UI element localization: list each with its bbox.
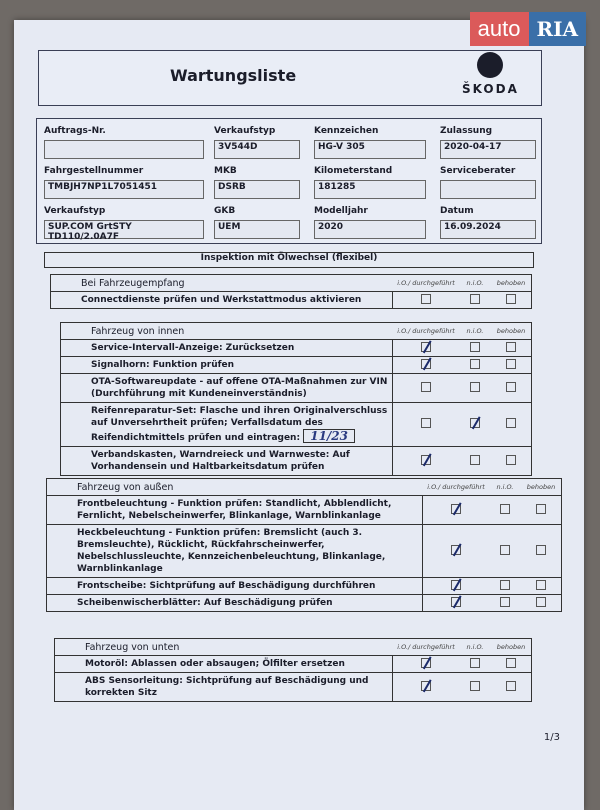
checkbox-icon[interactable] [470, 455, 480, 465]
checkbox-icon[interactable] [506, 658, 516, 668]
field-value [440, 180, 536, 199]
checkbox-icon[interactable] [421, 359, 431, 369]
field-label: Zulassung [440, 126, 493, 136]
field-label: Modelljahr [314, 206, 368, 216]
column-header: i.O./ durchgeführt [427, 483, 485, 491]
checkbox-icon[interactable] [500, 580, 510, 590]
checkbox-icon[interactable] [470, 658, 480, 668]
column-header: i.O./ durchgeführt [397, 279, 455, 287]
checkbox-icon[interactable] [470, 342, 480, 352]
column-header: behoben [496, 327, 526, 335]
field-label: Kennzeichen [314, 126, 379, 136]
checkbox-nio[interactable] [489, 580, 521, 593]
checkbox-icon[interactable] [500, 597, 510, 607]
checkbox-nio[interactable] [459, 681, 491, 694]
section-header: Bei Fahrzeugempfang i.O./ durchgeführt n.i.O. behoben [51, 275, 531, 292]
field-5 [214, 166, 300, 199]
field-label: Kilometerstand [314, 166, 393, 176]
checkbox-io[interactable] [393, 455, 459, 468]
section-1 [60, 322, 532, 476]
checkbox-io[interactable] [423, 504, 489, 517]
field-value: 3V544D [214, 140, 300, 159]
column-header: n.i.O. [466, 643, 484, 651]
field-value: 16.09.2024 [440, 220, 536, 239]
checkbox-behoben[interactable] [521, 504, 561, 517]
checkbox-io[interactable] [393, 681, 459, 694]
field-value: 2020 [314, 220, 426, 239]
field-value: UEM [214, 220, 300, 239]
checkbox-icon[interactable] [470, 382, 480, 392]
checkbox-icon[interactable] [421, 294, 431, 304]
checkbox-icon[interactable] [421, 455, 431, 465]
checkbox-icon[interactable] [451, 545, 461, 555]
checkbox-behoben[interactable] [491, 382, 531, 395]
column-header: i.O./ durchgeführt [397, 643, 455, 651]
column-header: behoben [526, 483, 556, 491]
checkbox-behoben[interactable] [491, 359, 531, 372]
checklist-row: Heckbeleuchtung - Funktion prüfen: Bremslicht (auch 3. Bremsleuchte), Rücklicht, Rückfahrscheinwerfer, Nebelschlussleuchte, Kennzeichenbeleuchtung, Blinkanlage, Warnblinkanlage [47, 525, 561, 578]
field-value: 181285 [314, 180, 426, 199]
field-11 [440, 206, 536, 239]
field-label: Datum [440, 206, 474, 216]
field-10 [314, 206, 426, 239]
field-label: Serviceberater [440, 166, 516, 176]
field-0 [44, 126, 204, 159]
checkbox-io[interactable] [393, 294, 459, 307]
field-2 [314, 126, 426, 159]
checkbox-nio[interactable] [489, 545, 521, 558]
section-2 [46, 478, 562, 612]
checklist-row: Frontbeleuchtung - Funktion prüfen: Standlicht, Abblendlicht, Fernlicht, Nebelscheinwerfer, Blinkanlage, Warnblinkanlage [47, 496, 561, 525]
field-label: MKB [214, 166, 237, 176]
field-label: Verkaufstyp [44, 206, 106, 216]
section-0 [50, 274, 532, 309]
checkbox-io[interactable] [393, 359, 459, 372]
checkbox-io[interactable] [423, 597, 489, 610]
checklist-row: ABS Sensorleitung: Sichtprüfung auf Beschädigung und korrekten Sitz [55, 673, 531, 701]
field-value: TMBJH7NP1L7051451 [44, 180, 204, 199]
checkbox-icon[interactable] [500, 504, 510, 514]
checkbox-icon[interactable] [451, 597, 461, 607]
checkbox-icon[interactable] [506, 455, 516, 465]
checkbox-icon[interactable] [506, 342, 516, 352]
field-value: 2020-04-17 [440, 140, 536, 159]
skoda-logo: ŠKODA [462, 52, 519, 96]
checkbox-behoben[interactable] [491, 294, 531, 307]
checklist-row: Frontscheibe: Sichtprüfung auf Beschädigung durchführen [47, 578, 561, 595]
checkbox-icon[interactable] [421, 681, 431, 691]
field-value: HG-V 305 [314, 140, 426, 159]
checkbox-io[interactable] [393, 382, 459, 395]
checkbox-nio[interactable] [459, 359, 491, 372]
checkbox-behoben[interactable] [491, 455, 531, 468]
checkbox-behoben[interactable] [491, 418, 531, 431]
checkbox-nio[interactable] [489, 597, 521, 610]
checkbox-icon[interactable] [536, 504, 546, 514]
field-3 [440, 126, 536, 159]
checklist-row: Signalhorn: Funktion prüfen [61, 357, 531, 374]
checkbox-icon[interactable] [421, 418, 431, 428]
checkbox-nio[interactable] [459, 418, 491, 431]
checkbox-icon[interactable] [451, 580, 461, 590]
checklist-row: OTA-Softwareupdate - auf offene OTA-Maßnahmen zur VIN (Durchführung mit Kundeneinverständnis) [61, 374, 531, 403]
column-header: behoben [496, 279, 526, 287]
column-header: i.O./ durchgeführt [397, 327, 455, 335]
checklist-row: Motoröl: Ablassen oder absaugen; Ölfilter ersetzen [55, 656, 531, 673]
autoria-watermark: auto RIA [470, 12, 586, 46]
field-1 [214, 126, 300, 159]
checkbox-icon[interactable] [421, 658, 431, 668]
checkbox-icon[interactable] [470, 294, 480, 304]
checkbox-icon[interactable] [421, 382, 431, 392]
field-6 [314, 166, 426, 199]
checklist-row: Service-Intervall-Anzeige: Zurücksetzen [61, 340, 531, 357]
checkbox-icon[interactable] [451, 504, 461, 514]
column-header: n.i.O. [466, 327, 484, 335]
checkbox-behoben[interactable] [491, 658, 531, 671]
column-header: n.i.O. [466, 279, 484, 287]
field-9 [214, 206, 300, 239]
checkbox-io[interactable] [393, 342, 459, 355]
checkbox-icon[interactable] [506, 418, 516, 428]
checkbox-icon[interactable] [470, 681, 480, 691]
checkbox-icon[interactable] [506, 681, 516, 691]
checkbox-behoben[interactable] [491, 342, 531, 355]
field-value: DSRB [214, 180, 300, 199]
field-value: SUP.COM GrtSTY TD110/2.0A7F [44, 220, 204, 239]
field-7 [440, 166, 536, 199]
checkbox-icon[interactable] [470, 359, 480, 369]
field-label: Fahrgestellnummer [44, 166, 144, 176]
field-label: Auftrags-Nr. [44, 126, 106, 136]
field-8 [44, 206, 204, 242]
checklist-row: Scheibenwischerblätter: Auf Beschädigung prüfen [47, 595, 561, 611]
checkbox-icon[interactable] [536, 580, 546, 590]
section-3 [54, 638, 532, 702]
field-label: GKB [214, 206, 236, 216]
checkbox-io[interactable] [393, 658, 459, 671]
page-number: 1/3 [543, 732, 560, 743]
section-header: Fahrzeug von innen i.O./ durchgeführt n.i.O. behoben [61, 323, 531, 340]
checkbox-nio[interactable] [459, 658, 491, 671]
checkbox-icon[interactable] [421, 342, 431, 352]
checkbox-icon[interactable] [506, 359, 516, 369]
checklist-row: Verbandskasten, Warndreieck und Warnweste: Auf Vorhandensein und Haltbarkeitsdatum prüfen [61, 447, 531, 475]
section-header: Fahrzeug von unten i.O./ durchgeführt n.i.O. behoben [55, 639, 531, 656]
field-label: Verkaufstyp [214, 126, 276, 136]
checkbox-icon[interactable] [470, 418, 480, 428]
checklist-row: Connectdienste prüfen und Werkstattmodus aktivieren [51, 292, 531, 308]
checkbox-nio[interactable] [459, 382, 491, 395]
checkbox-nio[interactable] [459, 294, 491, 307]
checkbox-nio[interactable] [459, 342, 491, 355]
checkbox-behoben[interactable] [521, 597, 561, 610]
checkbox-nio[interactable] [459, 455, 491, 468]
column-header: n.i.O. [496, 483, 514, 491]
handwritten-date: 11/23 [303, 429, 355, 443]
checkbox-icon[interactable] [536, 545, 546, 555]
skoda-emblem-icon [477, 52, 503, 78]
page-title: Wartungsliste [170, 66, 297, 85]
inspection-banner: Inspektion mit Ölwechsel (flexibel) [44, 252, 534, 268]
checkbox-behoben[interactable] [521, 545, 561, 558]
checkbox-io[interactable] [423, 580, 489, 593]
checklist-row: Reifenreparatur-Set: Flasche und ihren Originalverschluss auf Unversehrtheit prüfen; Verfallsdatum des Reifendichtmittels prüfen und eintragen: 11/23 [61, 403, 531, 447]
checkbox-io[interactable] [393, 418, 459, 431]
checkbox-icon[interactable] [536, 597, 546, 607]
checkbox-icon[interactable] [500, 545, 510, 555]
checkbox-behoben[interactable] [491, 681, 531, 694]
field-value [44, 140, 204, 159]
field-4 [44, 166, 204, 199]
section-header: Fahrzeug von außen i.O./ durchgeführt n.i.O. behoben [47, 479, 561, 496]
checkbox-io[interactable] [423, 545, 489, 558]
column-header: behoben [496, 643, 526, 651]
checkbox-icon[interactable] [506, 294, 516, 304]
checkbox-nio[interactable] [489, 504, 521, 517]
checkbox-behoben[interactable] [521, 580, 561, 593]
checkbox-icon[interactable] [506, 382, 516, 392]
